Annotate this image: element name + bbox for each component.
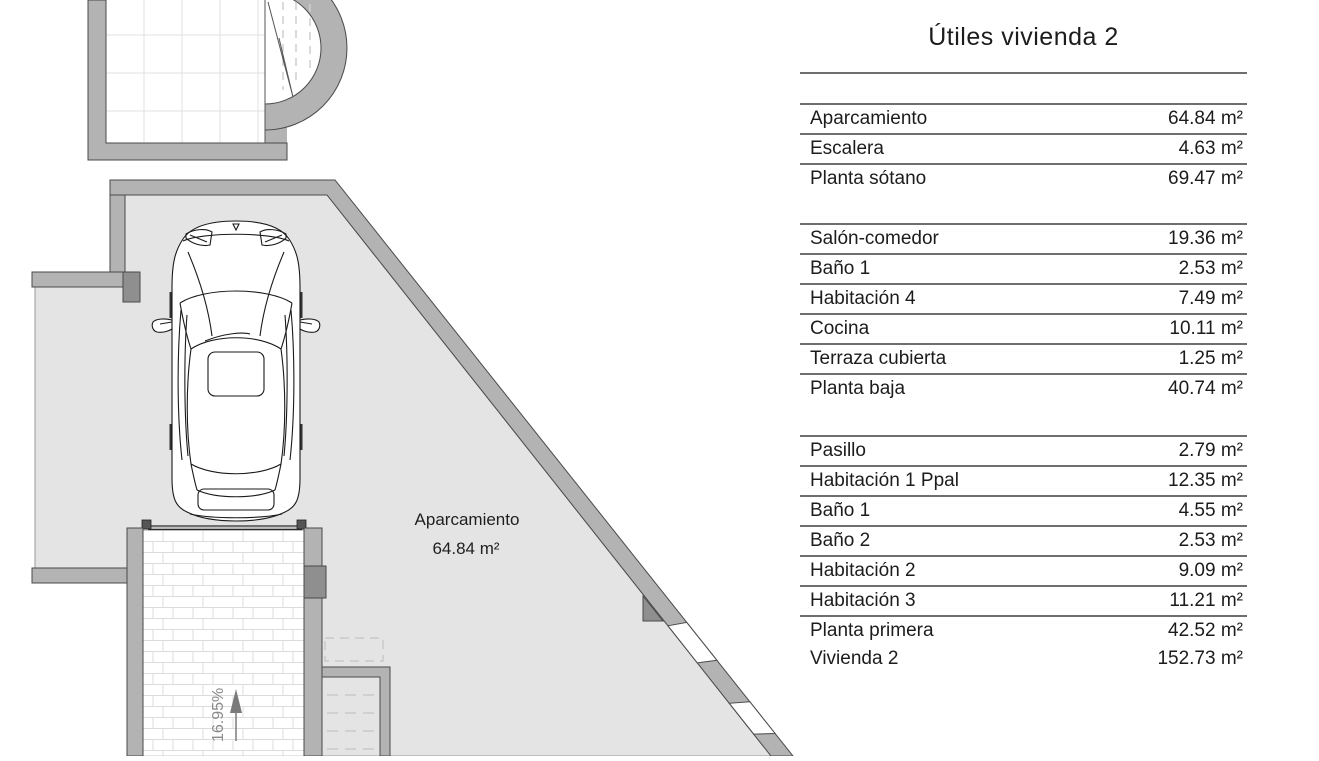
area-section [800, 435, 1247, 675]
area-row-label: Habitación 1 Ppal [810, 470, 959, 491]
area-row-value: 64.84 m² [1168, 108, 1243, 129]
area-section [800, 223, 1247, 403]
panel-title: Útiles vivienda 2 [928, 23, 1119, 51]
pillar-dark-upper [123, 272, 140, 302]
ramp-right-wall [304, 528, 322, 756]
area-row-label: Baño 1 [810, 258, 871, 279]
ramp [142, 520, 306, 756]
car-top-view [152, 221, 320, 521]
area-row [800, 253, 1247, 283]
area-row [800, 435, 1247, 465]
area-row-value: 2.53 m² [1178, 530, 1243, 551]
area-row [800, 313, 1247, 343]
area-row-value: 1.25 m² [1178, 348, 1243, 369]
area-row [800, 585, 1247, 615]
area-row-value: 42.52 m² [1168, 620, 1243, 641]
area-row-label: Habitación 4 [810, 288, 916, 309]
area-row-value: 11.21 m² [1169, 590, 1243, 611]
area-row [800, 343, 1247, 373]
area-row-value: 4.55 m² [1178, 500, 1243, 521]
area-row-label: Planta primera [810, 620, 934, 641]
left-stub-wall-lower [32, 568, 127, 583]
area-row [800, 103, 1247, 133]
area-row-value: 152.73 m² [1157, 648, 1243, 669]
area-row-value: 19.36 m² [1168, 228, 1243, 249]
area-row [800, 645, 1247, 675]
area-row-label: Aparcamiento [810, 108, 928, 129]
car-body [172, 221, 300, 521]
area-row [800, 283, 1247, 313]
pillar-dark-ramp [304, 566, 326, 598]
area-row-label: Habitación 2 [810, 560, 916, 581]
area-row [800, 373, 1247, 403]
area-row-value: 40.74 m² [1168, 378, 1243, 399]
area-row-label: Salón-comedor [810, 228, 939, 249]
area-row-label: Habitación 3 [810, 590, 916, 611]
area-row-value: 12.35 m² [1168, 470, 1243, 491]
car-mirror-left [152, 319, 172, 332]
area-row-label: Cocina [810, 318, 870, 339]
area-row-label: Pasillo [810, 440, 866, 461]
area-row [800, 133, 1247, 163]
area-row [800, 525, 1247, 555]
area-row [800, 555, 1247, 585]
area-row-label: Planta baja [810, 378, 906, 399]
area-row-label: Terraza cubierta [810, 348, 947, 369]
area-row-value: 9.09 m² [1178, 560, 1243, 581]
area-row-label: Vivienda 2 [810, 648, 899, 669]
ramp-slope-label: 16.95% [210, 687, 227, 742]
area-row [800, 465, 1247, 495]
area-row-label: Escalera [810, 138, 884, 159]
area-row-value: 69.47 m² [1168, 168, 1243, 189]
area-table-panel [800, 0, 1247, 675]
area-row-label: Baño 1 [810, 500, 871, 521]
area-row [800, 615, 1247, 645]
area-row-value: 10.11 m² [1169, 318, 1243, 339]
garage-label: Aparcamiento [414, 510, 520, 529]
car-mirror-right [300, 319, 320, 332]
area-row-value: 2.79 m² [1178, 440, 1243, 461]
area-row-value: 7.49 m² [1178, 288, 1243, 309]
area-row-value: 4.63 m² [1178, 138, 1243, 159]
area-section [800, 103, 1247, 193]
ramp-left-wall [127, 528, 143, 756]
area-row-label: Planta sótano [810, 168, 927, 189]
area-row-label: Baño 2 [810, 530, 871, 551]
area-row-value: 2.53 m² [1178, 258, 1243, 279]
area-row [800, 223, 1247, 253]
garage-area-label: 64.84 m² [432, 539, 500, 558]
room-interior [106, 0, 265, 143]
area-sections [800, 103, 1247, 675]
title-rule [800, 72, 1247, 74]
upper-room [88, 0, 347, 160]
area-row [800, 495, 1247, 525]
area-row [800, 163, 1247, 193]
garage-left-wall [110, 195, 125, 272]
